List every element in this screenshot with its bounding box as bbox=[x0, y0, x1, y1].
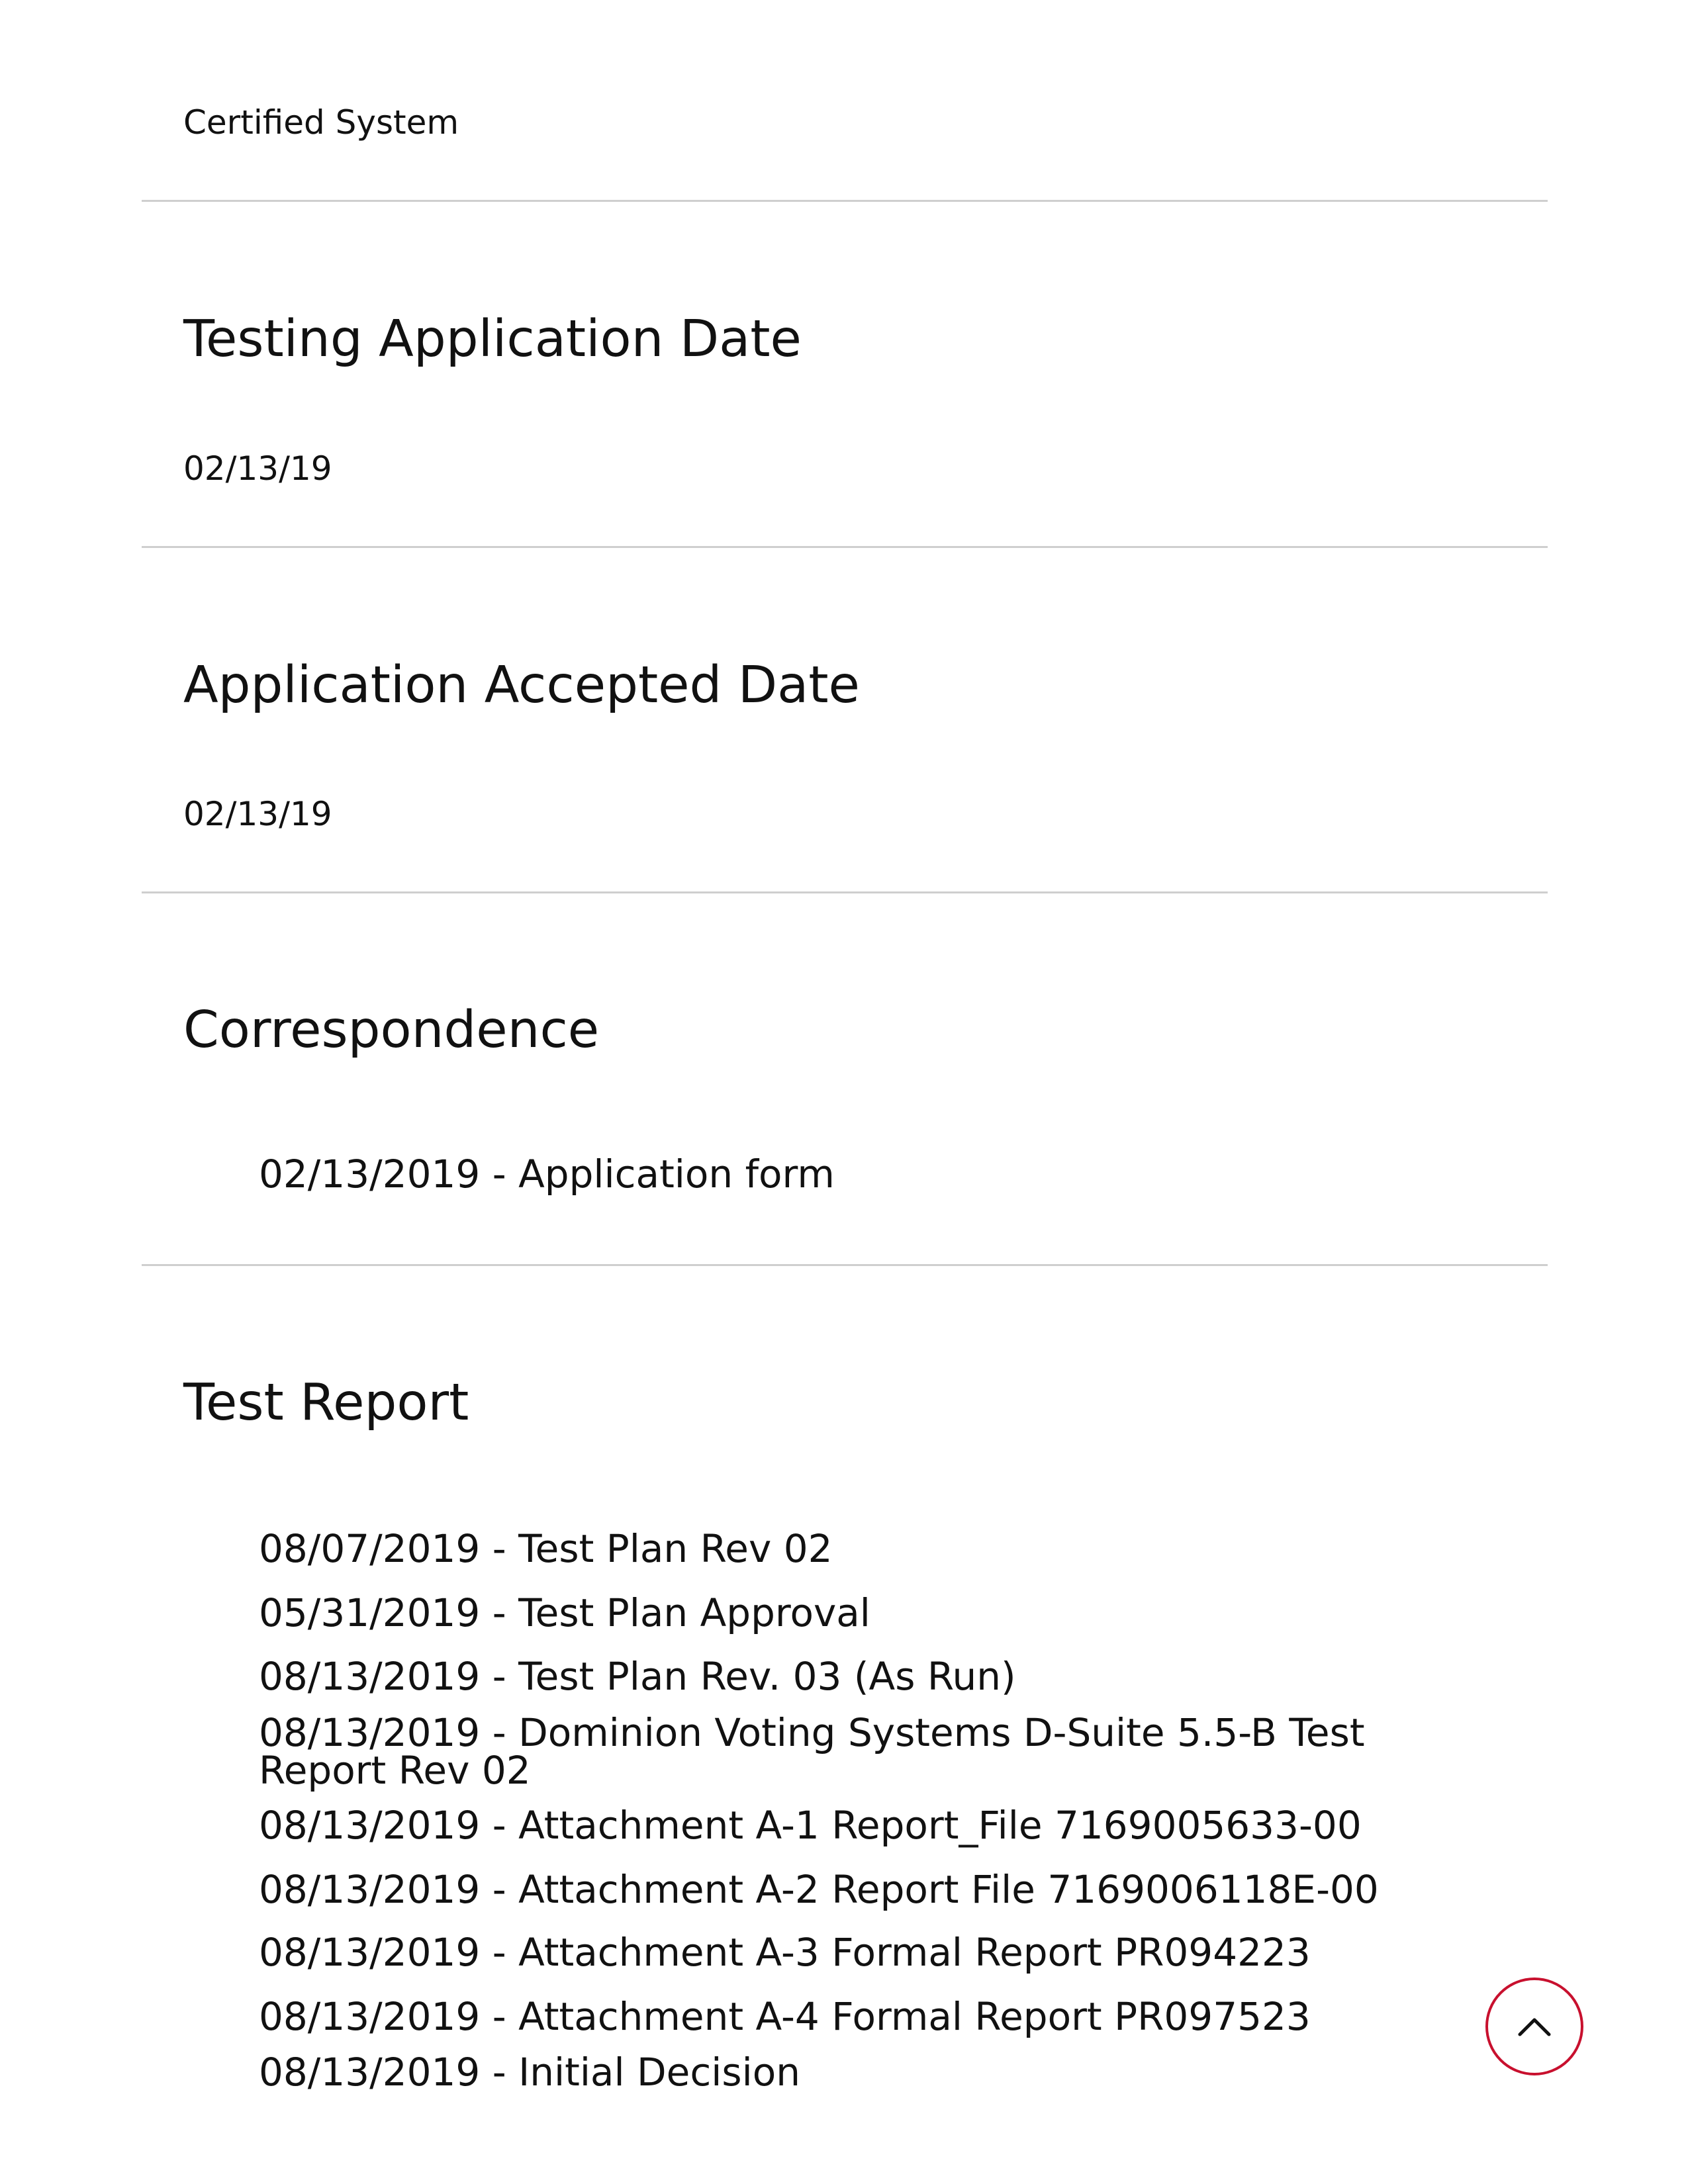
test-report-link[interactable]: 05/31/2019 - Test Plan Approval bbox=[259, 1590, 870, 1635]
section-divider bbox=[142, 891, 1548, 893]
section-divider bbox=[142, 546, 1548, 548]
correspondence-link[interactable]: 02/13/2019 - Application form bbox=[259, 1152, 835, 1197]
test-report-link[interactable]: 08/13/2019 - Attachment A-1 Report_File 7169005633-00 bbox=[259, 1803, 1362, 1848]
test-report-heading: Test Report bbox=[183, 1373, 469, 1432]
section-divider bbox=[142, 1264, 1548, 1266]
test-report-link[interactable]: 08/13/2019 - Attachment A-4 Formal Report PR097523 bbox=[259, 1994, 1311, 2039]
section-divider bbox=[142, 200, 1548, 202]
chevron-up-icon bbox=[1517, 2012, 1552, 2041]
application-accepted-date-heading: Application Accepted Date bbox=[183, 656, 860, 715]
application-accepted-date-value: 02/13/19 bbox=[183, 795, 332, 833]
test-report-link[interactable]: 08/13/2019 - Initial Decision bbox=[259, 2050, 800, 2095]
testing-application-date-heading: Testing Application Date bbox=[183, 310, 802, 369]
certified-system-label: Certified System bbox=[183, 103, 459, 142]
correspondence-heading: Correspondence bbox=[183, 1001, 600, 1060]
test-report-link[interactable]: 08/13/2019 - Attachment A-3 Formal Report PR094223 bbox=[259, 1930, 1311, 1975]
test-report-link[interactable]: 08/07/2019 - Test Plan Rev 02 bbox=[259, 1526, 833, 1571]
testing-application-date-value: 02/13/19 bbox=[183, 449, 332, 488]
back-to-top-button[interactable] bbox=[1485, 1978, 1583, 2075]
test-report-link[interactable]: 08/13/2019 - Attachment A-2 Report File 7169006118E-00 bbox=[259, 1867, 1379, 1912]
test-report-link[interactable]: 08/13/2019 - Dominion Voting Systems D-Suite 5.5-B Test Report Rev 02 bbox=[259, 1710, 1365, 1793]
test-report-link[interactable]: 08/13/2019 - Test Plan Rev. 03 (As Run) bbox=[259, 1654, 1016, 1699]
